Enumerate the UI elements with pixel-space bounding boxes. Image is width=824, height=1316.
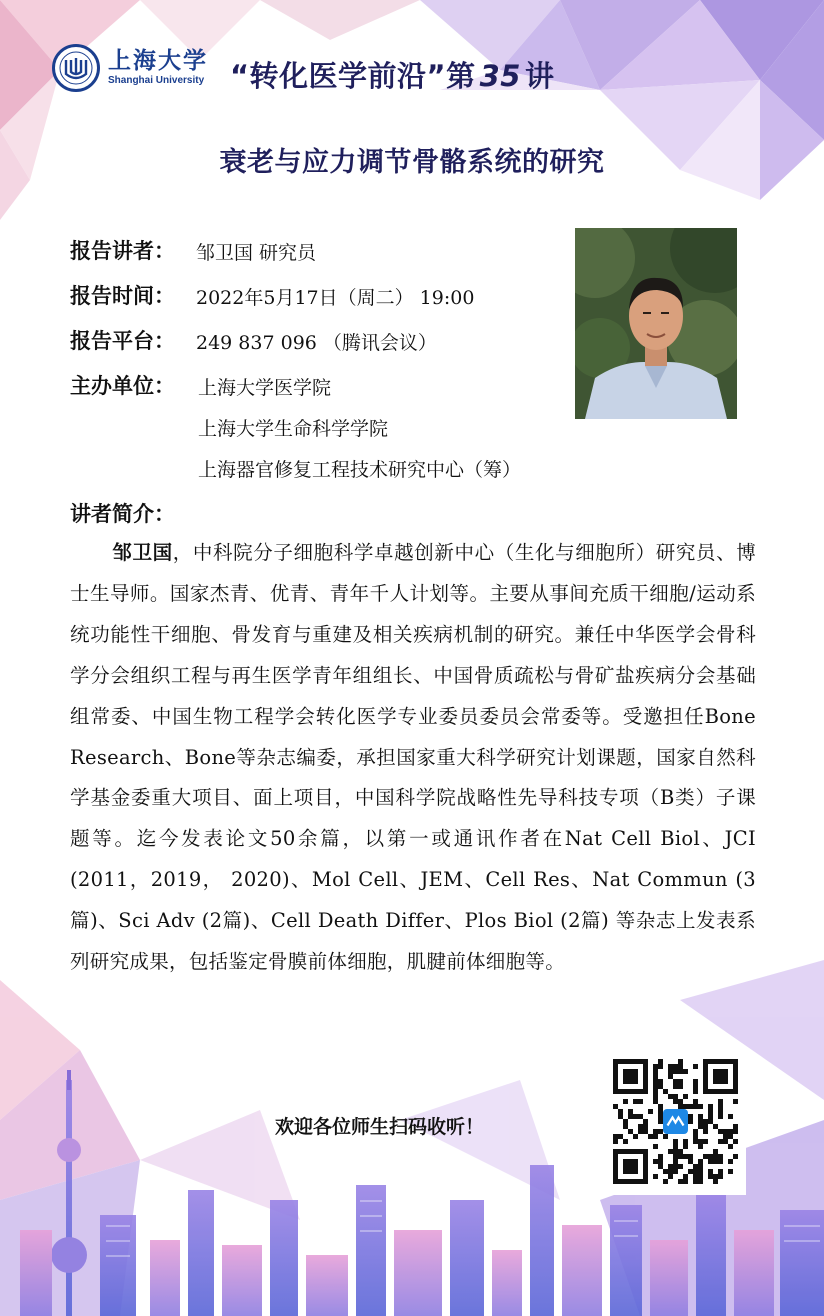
series-number: 35 [479,59,521,93]
lecture-series-title [230,54,555,95]
university-name-cn: 上海大学 [108,47,208,74]
university-seal [52,44,100,92]
organizer-item: 上海大学生命科学学院 [198,418,389,440]
university-name-en: Shanghai University [108,75,205,86]
qr-code-image[interactable] [606,1052,746,1195]
speaker-photo [575,228,737,419]
qr-code[interactable] [606,1052,746,1195]
university-logo [52,44,208,92]
bio-text: ，中科院分子细胞科学卓越创新中心（生化与细胞所）研究员、博士生导师。国家杰青、优青、青年千人计划等。主要从事间充质干细胞/运动系统功能性干细胞、骨发育与重建及相关疾病机制的研究。兼任中华医学会骨科学分会组织工程与再生医学青年组组长、中国骨质疏松与骨矿盐疾病分会基础组常委、中国生物工程学会转化医学专业委员委员会常委等。受邀担任Bone Research、Bone等杂志编委，承担国家重大科学研究计划课题，国家自然科学基金委重大项目、面上项目，中国科学院战略性先导科技专项（B类）子课题等。迄今发表论文50余篇，以第一或通讯作者在Nat Cell Biol、JCI (2011，2019， 2020)、Mol Cell、JEM、Cell Res、Nat Commun (3篇)、Sci Adv (2篇)、Cell Death Differ、Plos Biol (2篇) 等杂志上发表系列研究成果，包括鉴定骨膜前体细胞，肌腱前体细胞等。 [70,541,756,974]
seal-emblem-icon [58,50,94,86]
talk-title: 衰老与应力调节骨骼系统的研究 [219,147,605,178]
speaker-value: 邹卫国 研究员 [196,242,317,264]
organizer-item: 上海大学医学院 [198,377,332,399]
time-value: 2022年5月17日（周二） 19:00 [196,287,475,309]
organizer-item: 上海器官修复工程技术研究中心（筹） [198,459,522,481]
speaker-portrait-image [575,228,737,419]
bio-heading: 讲者简介： [70,502,175,526]
organizer-label: 主办单位： [70,374,175,398]
series-suffix: 讲 [524,59,555,93]
speaker-label: 报告讲者： [70,239,175,263]
platform-value: 249 837 096 （腾讯会议） [196,332,437,354]
invite-text: 欢迎各位师生扫码收听！ [275,1116,485,1138]
platform-label: 报告平台： [70,329,175,353]
bio-speaker-name: 邹卫国 [112,541,173,564]
speaker-bio [70,533,756,983]
time-label: 报告时间： [70,284,175,308]
series-prefix: “转化医学前沿”第 [230,59,476,93]
